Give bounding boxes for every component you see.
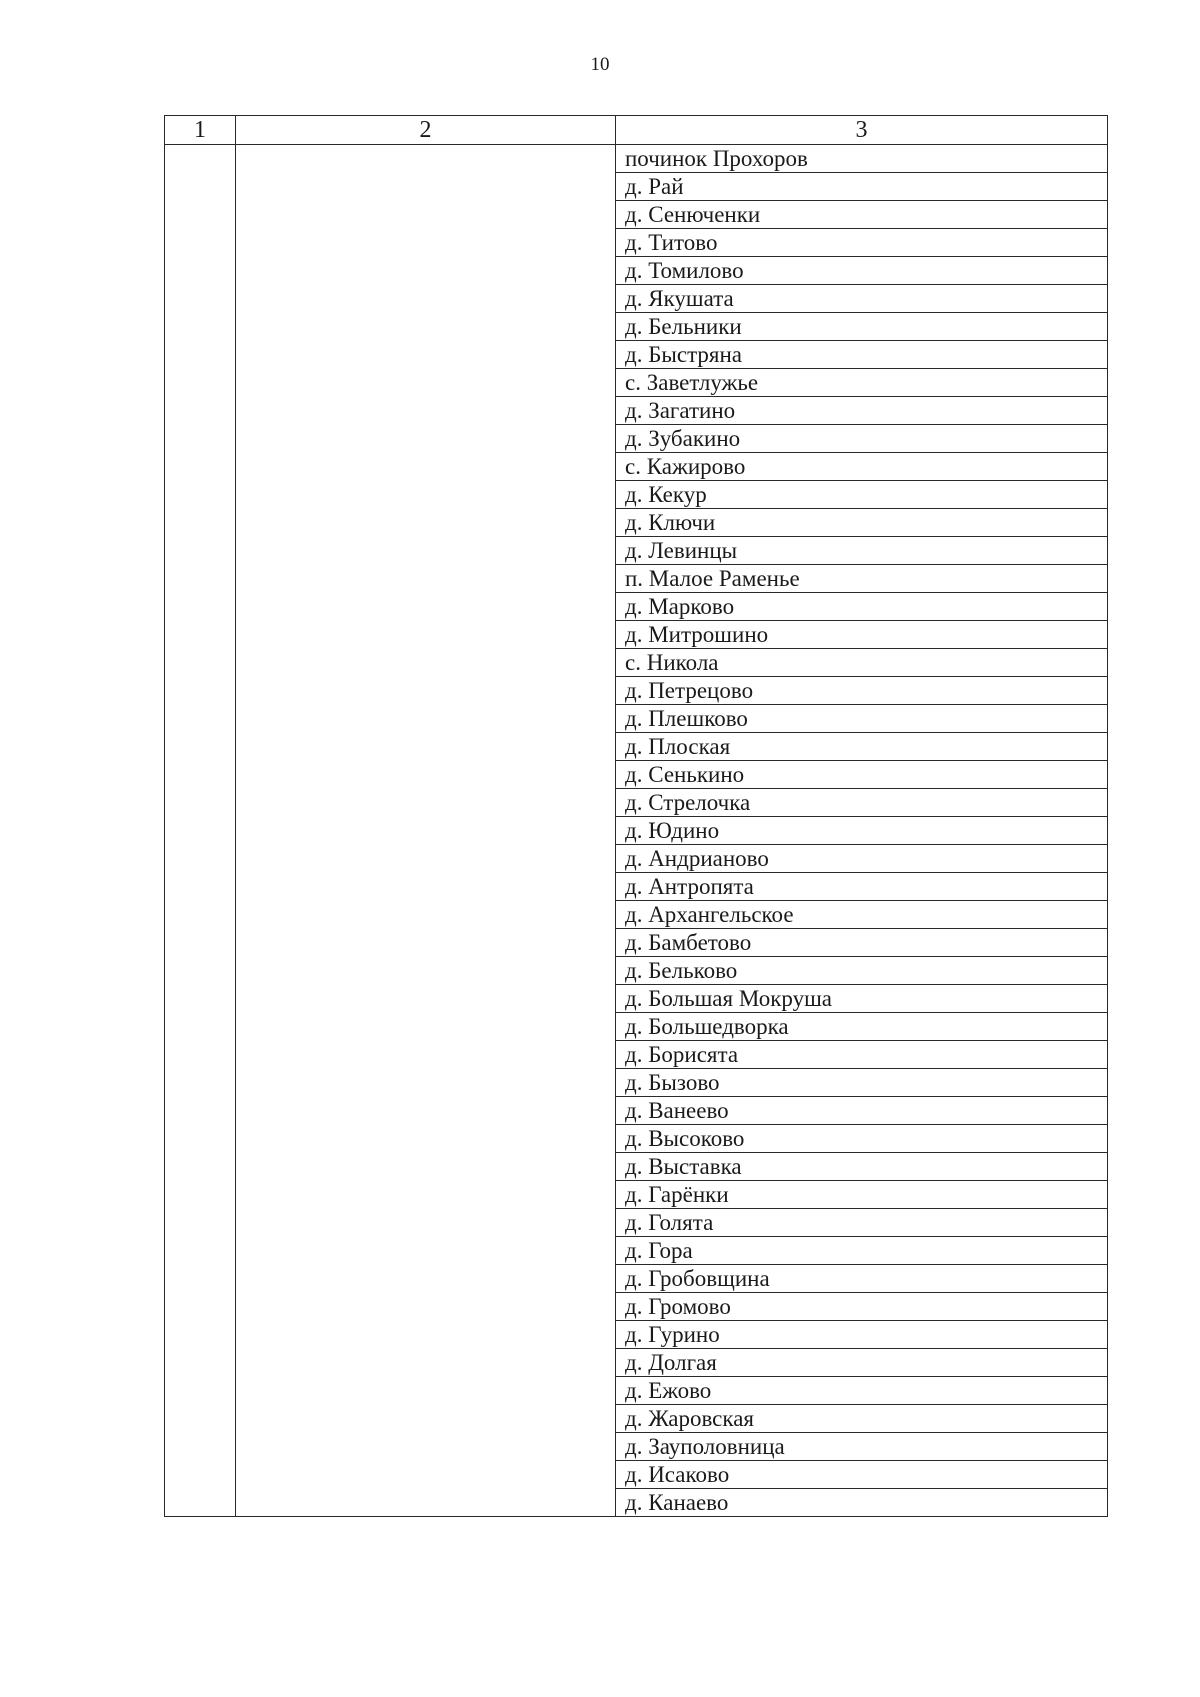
settlement-cell: д. Большая Мокруша — [616, 985, 1108, 1013]
settlement-cell: д. Жаровская — [616, 1405, 1108, 1433]
table-header-row — [165, 116, 1108, 145]
settlement-cell: д. Гарёнки — [616, 1181, 1108, 1209]
column-header-2: 2 — [236, 116, 616, 145]
settlement-cell: д. Кекур — [616, 481, 1108, 509]
page-number: 10 — [590, 54, 610, 75]
settlement-cell: д. Голята — [616, 1209, 1108, 1237]
settlement-cell: д. Андрианово — [616, 845, 1108, 873]
settlement-cell: д. Томилово — [616, 257, 1108, 285]
settlement-cell: починок Прохоров — [616, 145, 1108, 173]
settlement-cell: д. Митрошино — [616, 621, 1108, 649]
settlement-cell: д. Борисята — [616, 1041, 1108, 1069]
column-1-cell — [165, 145, 236, 1517]
column-header-1: 1 — [165, 116, 236, 145]
settlements-table — [164, 115, 1108, 1517]
settlement-cell: д. Сенькино — [616, 761, 1108, 789]
settlement-cell: д. Канаево — [616, 1489, 1108, 1517]
settlement-cell: д. Плоская — [616, 733, 1108, 761]
settlement-cell: д. Ванеево — [616, 1097, 1108, 1125]
settlement-cell: д. Левинцы — [616, 537, 1108, 565]
settlement-cell: д. Сенюченки — [616, 201, 1108, 229]
settlement-cell: д. Ключи — [616, 509, 1108, 537]
settlement-cell: д. Гурино — [616, 1321, 1108, 1349]
settlement-cell: д. Высоково — [616, 1125, 1108, 1153]
settlement-cell: д. Зауполовница — [616, 1433, 1108, 1461]
settlement-cell: д. Выставка — [616, 1153, 1108, 1181]
settlement-cell: д. Антропята — [616, 873, 1108, 901]
settlement-cell: д. Бызово — [616, 1069, 1108, 1097]
settlement-cell: п. Малое Раменье — [616, 565, 1108, 593]
settlement-cell: д. Юдино — [616, 817, 1108, 845]
column-header-3: 3 — [616, 116, 1108, 145]
settlement-cell: д. Долгая — [616, 1349, 1108, 1377]
settlement-cell: д. Архангельское — [616, 901, 1108, 929]
settlement-cell: д. Зубакино — [616, 425, 1108, 453]
settlement-cell: д. Бельково — [616, 957, 1108, 985]
settlement-cell: д. Бельники — [616, 313, 1108, 341]
settlement-cell: д. Петрецово — [616, 677, 1108, 705]
settlement-cell: с. Кажирово — [616, 453, 1108, 481]
settlement-cell: с. Заветлужье — [616, 369, 1108, 397]
settlement-cell: д. Якушата — [616, 285, 1108, 313]
settlement-cell: д. Загатино — [616, 397, 1108, 425]
settlement-cell: д. Плешково — [616, 705, 1108, 733]
table-row — [165, 145, 1108, 173]
table-body — [165, 145, 1108, 1517]
settlement-cell: д. Стрелочка — [616, 789, 1108, 817]
settlement-cell: д. Бамбетово — [616, 929, 1108, 957]
settlement-cell: д. Ежово — [616, 1377, 1108, 1405]
settlement-cell: д. Гора — [616, 1237, 1108, 1265]
settlement-cell: д. Громово — [616, 1293, 1108, 1321]
settlement-cell: д. Быстряна — [616, 341, 1108, 369]
settlement-cell: д. Исаково — [616, 1461, 1108, 1489]
column-2-cell — [236, 145, 616, 1517]
settlement-cell: с. Никола — [616, 649, 1108, 677]
settlement-cell: д. Титово — [616, 229, 1108, 257]
settlement-cell: д. Большедворка — [616, 1013, 1108, 1041]
settlement-cell: д. Рай — [616, 173, 1108, 201]
settlement-cell: д. Гробовщина — [616, 1265, 1108, 1293]
settlement-cell: д. Марково — [616, 593, 1108, 621]
